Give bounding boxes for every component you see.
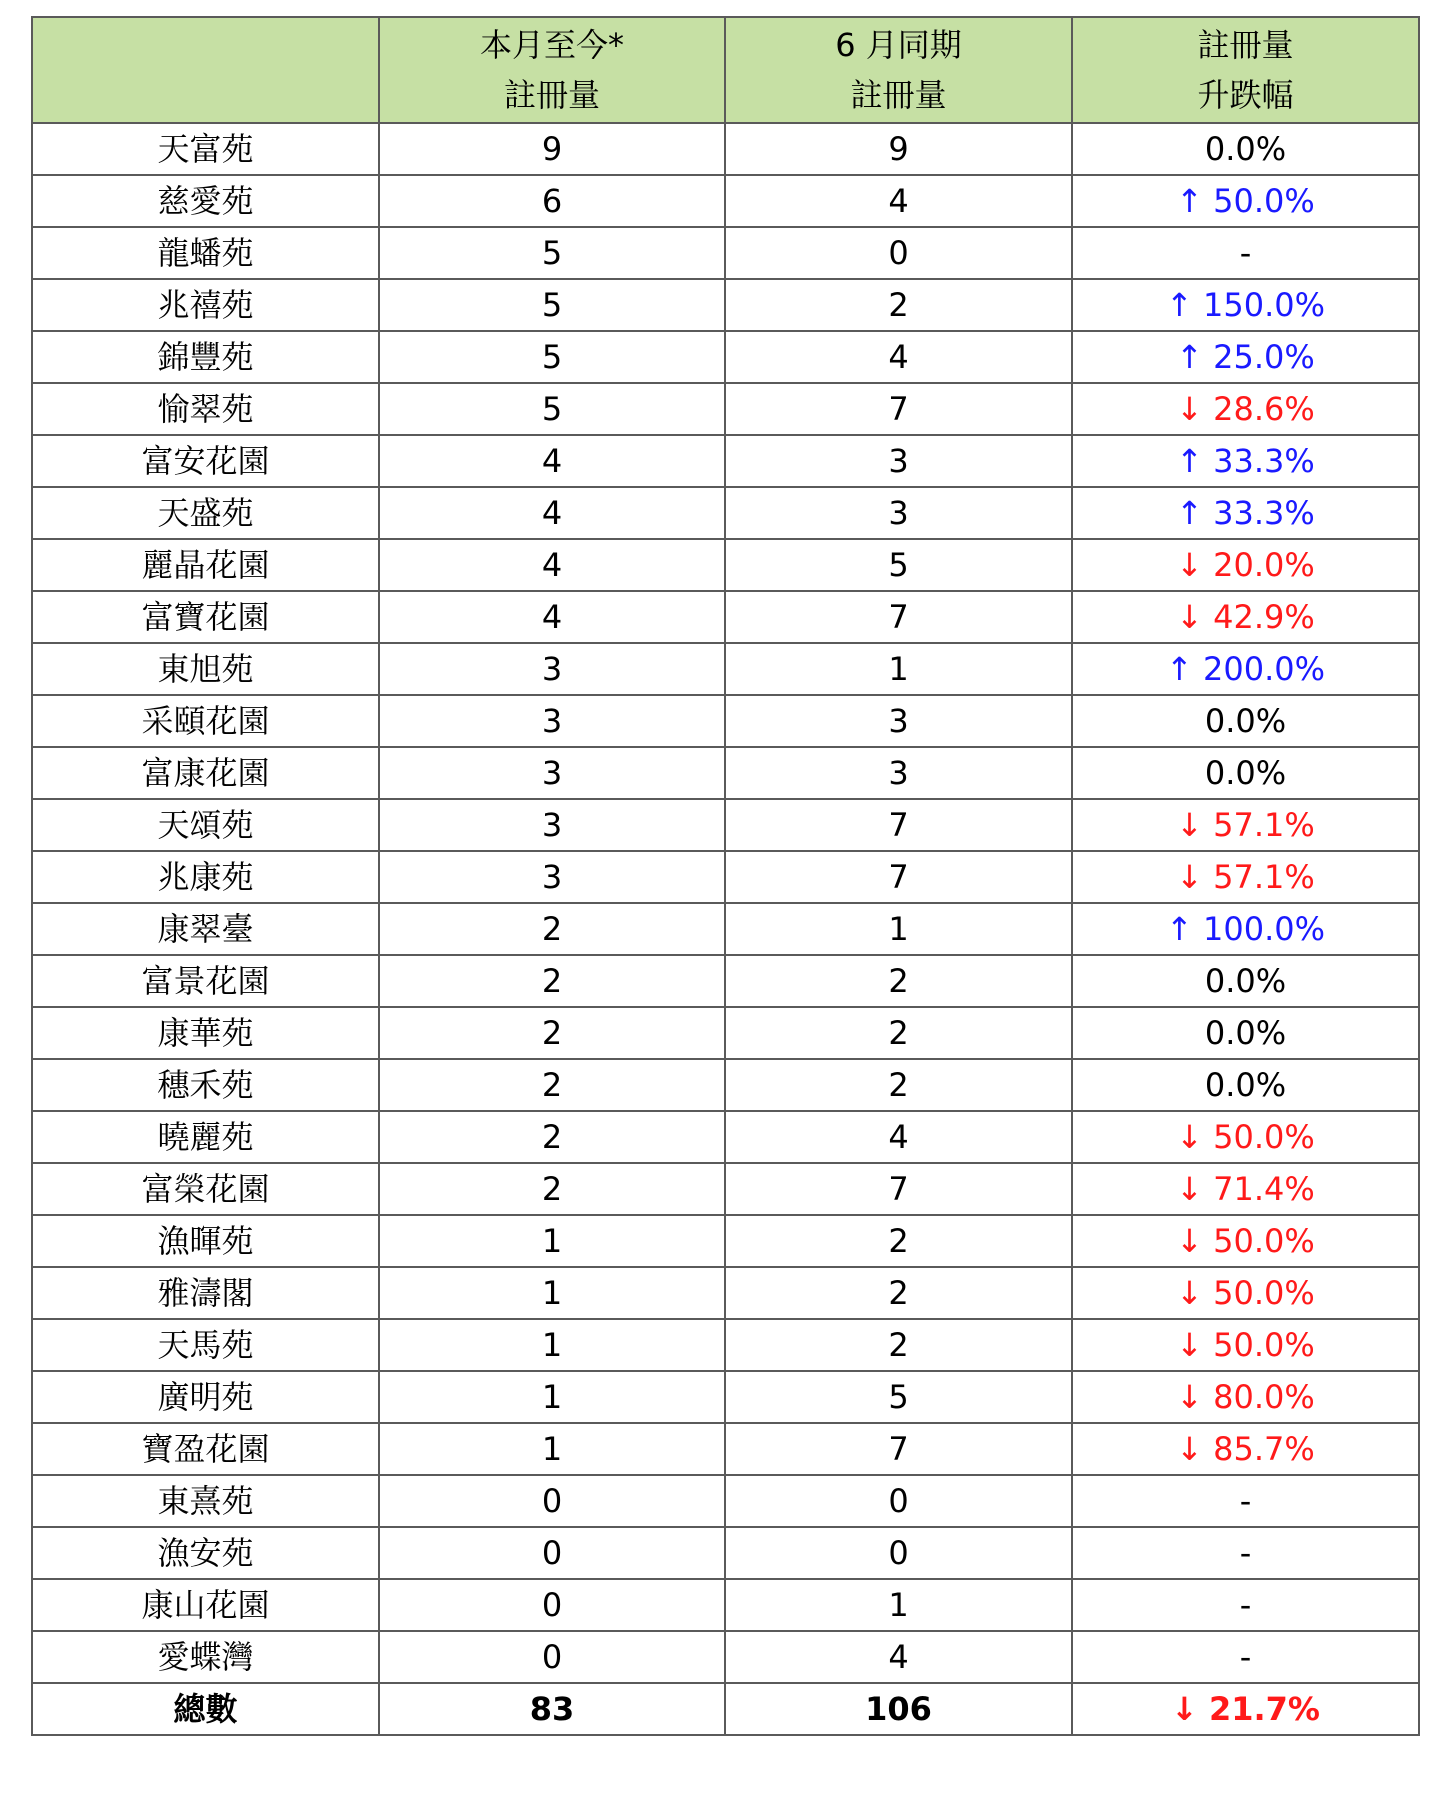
current-count-cell: 1 (379, 1319, 725, 1371)
change-cell: ↓ 21.7% (1072, 1683, 1419, 1735)
table-row (32, 903, 1419, 955)
current-count-cell: 3 (379, 643, 725, 695)
estate-name-cell: 麗晶花園 (32, 539, 379, 591)
change-cell: ↓ 85.7% (1072, 1423, 1419, 1475)
current-count-cell: 1 (379, 1423, 725, 1475)
prior-count-cell: 3 (725, 695, 1072, 747)
prior-count-cell: 7 (725, 851, 1072, 903)
change-cell: ↓ 50.0% (1072, 1319, 1419, 1371)
current-count-cell: 2 (379, 903, 725, 955)
estate-name-cell: 兆禧苑 (32, 279, 379, 331)
estate-name-cell: 雅濤閣 (32, 1267, 379, 1319)
prior-count-cell: 0 (725, 227, 1072, 279)
table-row (32, 331, 1419, 383)
table-row (32, 1007, 1419, 1059)
prior-count-cell: 2 (725, 279, 1072, 331)
prior-count-cell: 1 (725, 643, 1072, 695)
current-count-cell: 2 (379, 1007, 725, 1059)
current-count-cell: 9 (379, 123, 725, 175)
table-row (32, 1475, 1419, 1527)
prior-count-cell: 2 (725, 955, 1072, 1007)
prior-count-cell: 4 (725, 1631, 1072, 1683)
prior-count-cell: 7 (725, 1423, 1072, 1475)
current-count-cell: 1 (379, 1215, 725, 1267)
table-row (32, 695, 1419, 747)
current-count-cell: 3 (379, 851, 725, 903)
prior-count-cell: 4 (725, 1111, 1072, 1163)
header-change-line1: 註冊量 (1197, 26, 1294, 64)
table-row (32, 227, 1419, 279)
current-count-cell: 3 (379, 747, 725, 799)
current-count-cell: 3 (379, 799, 725, 851)
prior-count-cell: 3 (725, 747, 1072, 799)
current-count-cell: 0 (379, 1631, 725, 1683)
header-change-line2: 升跌幅 (1197, 76, 1294, 114)
change-cell: - (1072, 1475, 1419, 1527)
table-row (32, 1423, 1419, 1475)
current-count-cell: 2 (379, 955, 725, 1007)
prior-count-cell: 2 (725, 1007, 1072, 1059)
prior-count-cell: 106 (725, 1683, 1072, 1735)
table-row (32, 539, 1419, 591)
estate-name-cell: 曉麗苑 (32, 1111, 379, 1163)
current-count-cell: 2 (379, 1059, 725, 1111)
estate-name-cell: 東熹苑 (32, 1475, 379, 1527)
change-cell: ↑ 100.0% (1072, 903, 1419, 955)
change-cell: - (1072, 1631, 1419, 1683)
current-count-cell: 5 (379, 383, 725, 435)
table-row (32, 955, 1419, 1007)
current-count-cell: 0 (379, 1579, 725, 1631)
change-cell: ↑ 150.0% (1072, 279, 1419, 331)
estate-name-cell: 采頤花園 (32, 695, 379, 747)
change-cell: 0.0% (1072, 747, 1419, 799)
estate-name-cell: 漁暉苑 (32, 1215, 379, 1267)
table-row (32, 1059, 1419, 1111)
table-row (32, 747, 1419, 799)
estate-name-cell: 富安花園 (32, 435, 379, 487)
prior-count-cell: 2 (725, 1319, 1072, 1371)
current-count-cell: 0 (379, 1475, 725, 1527)
prior-count-cell: 0 (725, 1475, 1072, 1527)
prior-count-cell: 2 (725, 1215, 1072, 1267)
table-row (32, 799, 1419, 851)
table-row (32, 435, 1419, 487)
current-count-cell: 2 (379, 1111, 725, 1163)
change-cell: ↑ 25.0% (1072, 331, 1419, 383)
estate-name-cell: 穗禾苑 (32, 1059, 379, 1111)
estate-name-cell: 富寶花園 (32, 591, 379, 643)
estate-name-cell: 慈愛苑 (32, 175, 379, 227)
prior-count-cell: 5 (725, 539, 1072, 591)
estate-name-cell: 天頌苑 (32, 799, 379, 851)
change-cell: ↓ 42.9% (1072, 591, 1419, 643)
table-row (32, 1111, 1419, 1163)
table-row (32, 175, 1419, 227)
change-cell: - (1072, 1579, 1419, 1631)
change-cell: ↓ 57.1% (1072, 799, 1419, 851)
change-cell: - (1072, 227, 1419, 279)
change-cell: ↑ 33.3% (1072, 487, 1419, 539)
change-cell: 0.0% (1072, 123, 1419, 175)
table-row (32, 851, 1419, 903)
current-count-cell: 5 (379, 279, 725, 331)
header-row (32, 17, 1419, 123)
estate-name-cell: 錦豐苑 (32, 331, 379, 383)
estate-name-cell: 兆康苑 (32, 851, 379, 903)
current-count-cell: 4 (379, 539, 725, 591)
prior-count-cell: 4 (725, 175, 1072, 227)
table-row (32, 1527, 1419, 1579)
table-row (32, 1163, 1419, 1215)
registration-table (31, 16, 1420, 1736)
prior-count-cell: 7 (725, 1163, 1072, 1215)
change-cell: ↓ 28.6% (1072, 383, 1419, 435)
table-row (32, 123, 1419, 175)
change-cell: ↓ 50.0% (1072, 1111, 1419, 1163)
change-cell: ↑ 50.0% (1072, 175, 1419, 227)
estate-name-cell: 康華苑 (32, 1007, 379, 1059)
estate-name-cell: 天馬苑 (32, 1319, 379, 1371)
current-count-cell: 0 (379, 1527, 725, 1579)
table-row (32, 1267, 1419, 1319)
table-row (32, 279, 1419, 331)
change-cell: ↓ 80.0% (1072, 1371, 1419, 1423)
header-prior-line2: 註冊量 (850, 76, 947, 114)
table-row (32, 1579, 1419, 1631)
change-cell: 0.0% (1072, 1007, 1419, 1059)
current-count-cell: 1 (379, 1371, 725, 1423)
current-count-cell: 4 (379, 435, 725, 487)
change-cell: 0.0% (1072, 955, 1419, 1007)
change-cell: ↓ 71.4% (1072, 1163, 1419, 1215)
table-row (32, 1215, 1419, 1267)
prior-count-cell: 7 (725, 591, 1072, 643)
estate-name-cell: 愉翠苑 (32, 383, 379, 435)
table-row (32, 1371, 1419, 1423)
current-count-cell: 2 (379, 1163, 725, 1215)
change-cell: ↑ 200.0% (1072, 643, 1419, 695)
current-count-cell: 6 (379, 175, 725, 227)
table-row (32, 487, 1419, 539)
change-cell: - (1072, 1527, 1419, 1579)
prior-count-cell: 3 (725, 435, 1072, 487)
prior-count-cell: 0 (725, 1527, 1072, 1579)
prior-count-cell: 5 (725, 1371, 1072, 1423)
header-prior-line1: 6 月同期 (835, 26, 962, 64)
prior-count-cell: 2 (725, 1059, 1072, 1111)
table-row (32, 383, 1419, 435)
prior-count-cell: 7 (725, 799, 1072, 851)
current-count-cell: 83 (379, 1683, 725, 1735)
estate-name-cell: 廣明苑 (32, 1371, 379, 1423)
header-current (379, 17, 725, 123)
change-cell: ↓ 20.0% (1072, 539, 1419, 591)
prior-count-cell: 3 (725, 487, 1072, 539)
table-row (32, 1631, 1419, 1683)
table-row (32, 1319, 1419, 1371)
change-cell: ↓ 57.1% (1072, 851, 1419, 903)
estate-name-cell: 富康花園 (32, 747, 379, 799)
prior-count-cell: 7 (725, 383, 1072, 435)
estate-name-cell: 富景花園 (32, 955, 379, 1007)
current-count-cell: 4 (379, 591, 725, 643)
prior-count-cell: 2 (725, 1267, 1072, 1319)
table-row (32, 591, 1419, 643)
estate-name-cell: 富榮花園 (32, 1163, 379, 1215)
current-count-cell: 5 (379, 331, 725, 383)
estate-name-cell: 天富苑 (32, 123, 379, 175)
prior-count-cell: 1 (725, 903, 1072, 955)
table-row (32, 643, 1419, 695)
prior-count-cell: 4 (725, 331, 1072, 383)
current-count-cell: 4 (379, 487, 725, 539)
total-row (32, 1683, 1419, 1735)
change-cell: ↑ 33.3% (1072, 435, 1419, 487)
change-cell: ↓ 50.0% (1072, 1215, 1419, 1267)
current-count-cell: 1 (379, 1267, 725, 1319)
header-estate (32, 17, 379, 123)
header-current-line2: 註冊量 (503, 76, 600, 114)
table-body (32, 123, 1419, 1735)
prior-count-cell: 9 (725, 123, 1072, 175)
prior-count-cell: 1 (725, 1579, 1072, 1631)
estate-name-cell: 康翠臺 (32, 903, 379, 955)
estate-name-cell: 天盛苑 (32, 487, 379, 539)
header-change (1072, 17, 1419, 123)
header-prior (725, 17, 1072, 123)
estate-name-cell: 龍蟠苑 (32, 227, 379, 279)
current-count-cell: 5 (379, 227, 725, 279)
change-cell: 0.0% (1072, 1059, 1419, 1111)
estate-name-cell: 康山花園 (32, 1579, 379, 1631)
change-cell: 0.0% (1072, 695, 1419, 747)
estate-name-cell: 總數 (32, 1683, 379, 1735)
estate-name-cell: 漁安苑 (32, 1527, 379, 1579)
table-header (32, 17, 1419, 123)
estate-name-cell: 東旭苑 (32, 643, 379, 695)
current-count-cell: 3 (379, 695, 725, 747)
estate-name-cell: 愛蝶灣 (32, 1631, 379, 1683)
estate-name-cell: 寶盈花園 (32, 1423, 379, 1475)
change-cell: ↓ 50.0% (1072, 1267, 1419, 1319)
header-current-line1: 本月至今* (479, 26, 624, 64)
